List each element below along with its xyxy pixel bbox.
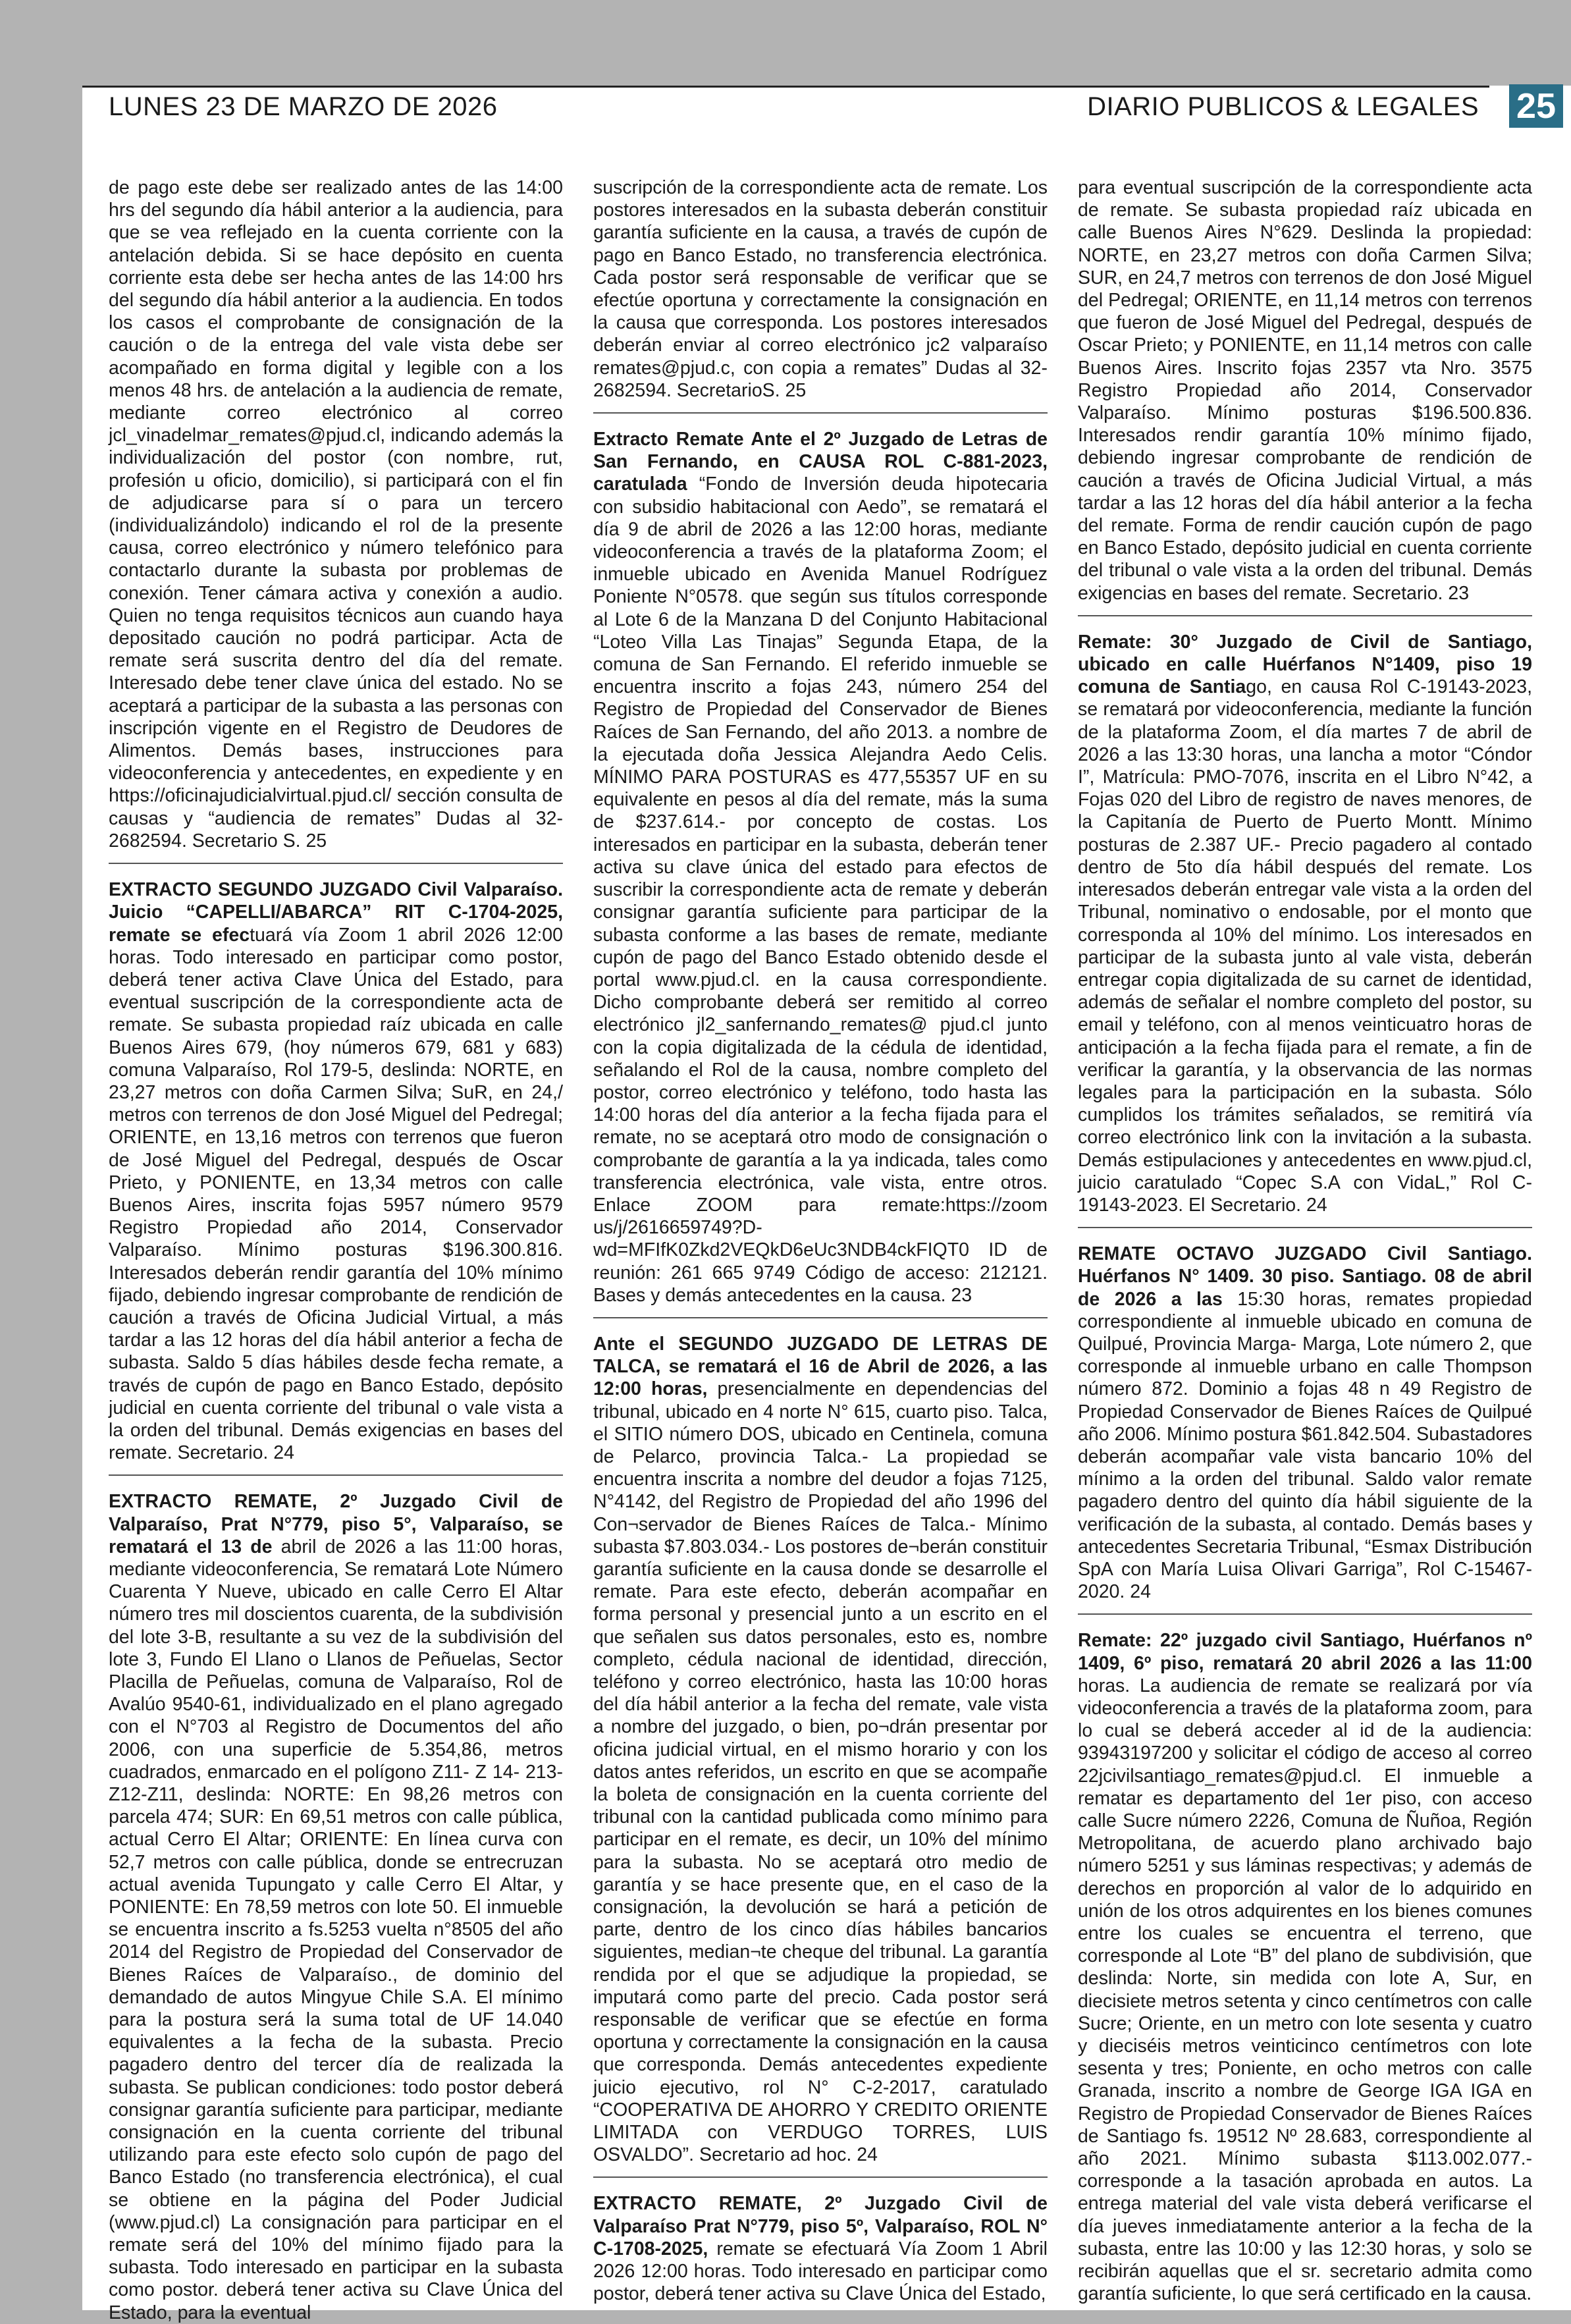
notice-3: EXTRACTO REMATE, 2º Juzgado Civil de Valparaíso, Prat N°779, piso 5°, Valparaíso, se rematará el 13 de abril de 2026 a las 11:00 horas, mediante videoconferencia, Se rematará Lote Número Cuarenta Y Nueve, ubicado en calle Cerro El Altar número tres mil doscientos cuarenta, de la subdivisión del lote 3-B, resultante a su vez de la subdivisión del lote 3, Fundo El Llano o Llanos de Peñuelas, Sector Placilla de Peñuelas, comuna de Valparaíso, Rol de Avalúo 9540-61, individualizado en el plano agregado con el N°703 al Registro de Documentos del año 2006, con una superficie de 5.354,86, metros cuadrados, enmarcado en el polígono Z11- Z 14- 213- Z12-Z11, deslinda: NORTE: En 98,26 metros con parcela 474; SUR: En 69,51 metros con calle pública, actual Cerro El Altar; ORIENTE: En línea curva con 52,7 metros con calle pública, donde se entrecruzan actual avenida Tupungato y calle Cerro El Altar, y PONIENTE: En 78,59 metros con lote 50. El inmueble se encuentra inscrito a fs.5253 vuelta n°8505 del año 2014 del Registro de Propiedad del Conservador de Bienes Raíces de Valparaíso., de dominio del demandado de autos Mingyue Chile S.A. El mínimo para la postura será la suma total de UF 14.040 equivalentes a la fecha de la subasta. Precio pagadero dentro del tercer día de realizada la subasta. Se publican condiciones: todo postor deberá consignar garantía suficiente para participar, mediante consignación en la cuenta corriente del tribunal utilizando para este efecto solo cupón de pago del Banco Estado (no transferencia electrónica), el cual se obtiene en la página del Poder Judicial (www.pjud.cl) La consignación para participar en el remate será del 10% del mínimo fijado para la subasta. Todo interesado en participar en la subasta como postor. deberá tener activa su Clave Única del Estado, para la eventual — [109, 1491, 563, 2323]
column-1 — [109, 176, 564, 2323]
notice-divider — [109, 1474, 563, 1476]
section-title: DIARIO PUBLICOS & LEGALES — [1087, 92, 1479, 121]
notice-1: de pago este debe ser realizado antes de las 14:00 hrs del segundo día hábil anterior a la audiencia, para que se vea reflejado en la cuenta corriente con la antelación debida. Si se hace depósito en cuenta corriente esta debe ser hecha antes de las 14:00 hrs del segundo día hábil anterior a la audiencia. En todos los casos el comprobante de consignación de la caución o de la entrega del vale vista debe ser acompañado en forma digital y legible con a los menos 48 hrs. de antelación a la audiencia de remate, mediante correo electrónico al correo jcl_vinadelmar_remates@pjud.cl, indicando además la individualización del postor (con nombre, rut, profesión u oficio, domicilio), si participará con el fin de adjudicarse para sí o para un tercero (individualizándolo) indicando el rol de la presente causa, correo electrónico y número telefónico para contactarlo durante la subasta por problemas de conexión. Tener cámara activa y conexión a audio. Quien no tenga requisitos técnicos aun cuando haya depositado caución no podrá participar. Acta de remate será suscrita dentro del día del remate. Interesado debe tener clave única del estado. No se aceptará a participar de la subasta a las personas con inscripción vigente en el Registro de Deudores de Alimentos. Demás bases, instrucciones para videoconferencia y antecedentes, en expediente y en https://oficinajudicialvirtual.pjud.cl/ sección consulta de causas y “audiencia de remates” Dudas al 32-2682594. Secretario S. 25 — [109, 177, 563, 851]
column-3 — [1078, 176, 1532, 2304]
notice-8: para eventual suscripción de la correspondiente acta de remate. Se subasta propiedad raíz ubicada en calle Buenos Aires N°629. Deslinda la propiedad: NORTE, en 23,27 metros con doña Carmen Silva; SUR, en 24,7 metros con terrenos de don José Miguel del Pedregal; ORIENTE, en 11,14 metros con terrenos que fueron de José Miguel del Pedregal, después de Oscar Prieto; y PONIENTE, en 11,14 metros con calle Buenos Aires. Inscrito fojas 2357 vta Nro. 3575 Registro Propiedad año 2014, Conservador Valparaíso. Mínimo posturas $196.500.836. Interesados rendir garantía 10% mínimo fijado, debiendo ingresar comprobante de rendición de caución a través de Oficina Judicial Virtual, a más tardar a las 12 horas del día hábil anterior a la fecha del remate. Forma de rendir caución cupón de pago en Banco Estado, depósito judicial en cuenta corriente del tribunal o vale vista a la orden del tribunal. Demás exigencias en bases del remate. Secretario. 23 — [1078, 177, 1532, 604]
notice-divider — [593, 2176, 1048, 2178]
notice-divider — [1078, 1227, 1532, 1228]
notice-5: Extracto Remate Ante el 2º Juzgado de Letras de San Fernando, en CAUSA ROL C-881-2023, caratulada “Fondo de Inversión deuda hipotecaria con subsidio habitacional con Aedo”, se rematará el día 9 de abril de 2026 a las 12:00 horas, mediante videoconferencia a través de la plataforma Zoom; el inmueble ubicado en Avenida Manuel Rodríguez Poniente N°0578. que según sus títulos corresponde al Lote 6 de la Manzana D del Conjunto Habitacional “Loteo Villa Las Tinajas” Segunda Etapa, de la comuna de San Fernando. El referido inmueble se encuentra inscrito a fojas 243, número 254 del Registro de Propiedad del Conservador de Bienes Raíces de San Fernando, del año 2013. a nombre de la ejecutada doña Jessica Alejandra Aedo Celis. MÍNIMO PARA POSTURAS es 477,55357 UF en su equivalente en pesos al día del remate, más la suma de $237.614.- por concepto de costas. Los interesados en participar en la subasta, deberán tener activa su clave única del estado para efectos de suscribir la correspondiente acta de remate y deberán consignar garantía suficiente para participar de la subasta conforme a las bases de remate, mediante cupón de pago del Banco Estado obtenido desde el portal www.pjud.cl. en la causa correspondiente. Dicho comprobante deberá ser remitido al correo electrónico jl2_sanfernando_remates@ pjud.cl junto con la copia digitalizada de la cédula de identidad, señalando el Rol de la causa, nombre completo del postor, correo electrónico y teléfono, todo hasta las 14:00 horas del día anterior a la fecha fijada para el remate, no se aceptará otro modo de consignación o comprobante de garantía a la ya indicada, tales como transferencia electrónica, vale vista, entre otros. Enlace ZOOM para remate:https://zoom us/j/2616659749?D-wd=MFIfK0Zkd2VEQkD6eUc3NDB4ckFIQT0 ID de reunión: 261 665 9749 Código de acceso: 212121. Bases y demás antecedentes en la causa. 23 — [593, 429, 1048, 1306]
notice-6: Ante el SEGUNDO JUZGADO DE LETRAS DE TALCA, se rematará el 16 de Abril de 2026, a las 12:00 horas, presencialmente en dependencias del tribunal, ubicado en 4 norte N° 615, cuarto piso. Talca, el SITIO número DOS, ubicado en Centinela, comuna de Pelarco, provincia Talca.- La propiedad se encuentra inscrita a nombre del deudor a fojas 7125, N°4142, del Registro de Propiedad del año 1996 del Con¬servador de Bienes Raíces de Talca.- Mínimo subasta $7.803.034.- Los postores de¬berán constituir garantía suficiente en la causa donde se desarrolle el remate. Para este efecto, deberán acompañar en forma personal y presencial junto a un escrito en el que señalen sus datos personales, esto es, nombre completo, cédula nacional de identidad, dirección, teléfono y correo electrónico, hasta las 10:00 horas del día hábil anterior a la fecha del remate, vale vista a nombre del juzgado, o bien, po¬drán presentar por oficina judicial virtual, en el mismo horario y con los datos antes referidos, un escrito en que se acompañe la boleta de consignación en la cuenta corriente del tribunal con la cantidad publicada como mínimo para participar en el remate, es decir, un 10% del mínimo para la subasta. No se aceptará otro medio de garantía y se hace presente que, en el caso de la consignación, la devolución se hará a petición de parte, dentro de los cinco días hábiles bancarios siguientes, median¬te cheque del tribunal. La garantía rendida por el que se adjudique la propiedad, se imputará como parte del precio. Cada postor será responsable de verificar que se efectúe en forma oportuna y correctamente la consignación en la causa que corresponda. Demás antecedentes expediente juicio ejecutivo, rol N° C-2-2017, caratulado “COOPERATIVA DE AHORRO Y CREDITO ORIENTE LIMITADA con VERDUGO TORRES, LUIS OSVALDO”. Secretario ad hoc. 24 — [593, 1333, 1048, 2166]
notice-11: Remate: 22º juzgado civil Santiago, Huérfanos nº 1409, 6º piso, rematará 20 abril 2026 a las 11:00 horas. La audiencia de remate se realizará por vía videoconferencia a través de la plataforma zoom, para lo cual se deberá acceder al id de la audiencia: 93943197200 y solicitar el código de acceso al correo 22jcivilsantiago_remates@pjud.cl. El inmueble a rematar es departamento del 1er piso, con acceso calle Sucre número 2226, Comuna de Ñuñoa, Región Metropolitana, de acuerdo plano archivado bajo número 5251 y sus láminas respectivas; y además de derechos en proporción al valor de lo adquirido en unión de los otros adquirentes en los bienes comunes entre los cuales se encuentra el terreno, que corresponde al Lote “B” del plano de subdivisión, que deslinda: Norte, sin medida con lote A, Sur, en diecisiete metros setenta y cinco centímetros con calle Sucre; Oriente, en un metro con lote sesenta y cuatro y dieciséis metros veinticinco centímetros con lote sesenta y tres; Poniente, en ocho metros con calle Granada, inscrito a nombre de George IGA IGA en Registro de Propiedad Conservador de Bienes Raíces de Santiago fs. 19512 Nº 28.683, correspondiente al año 2021. Mínimo subasta $113.002.077.- corresponde a la tasación aprobada en autos. La entrega material del vale vista deberá verificarse el día jueves inmediatamente anterior a la fecha de la subasta, entre las 10:00 y las 12:30 horas, y solo se recibirán aquellas que el sr. secretario admita como garantía suficiente, lo que será certificado en la causa. — [1078, 1630, 1532, 2305]
notice-2: EXTRACTO SEGUNDO JUZGADO Civil Valparaíso. Juicio “CAPELLI/ABARCA” RIT C-1704-2025, remate se efectuará vía Zoom 1 abril 2026 12:00 horas. Todo interesado en participar como postor, deberá tener activa Clave Única del Estado, para eventual suscripción de la correspondiente acta de remate. Se subasta propiedad raíz ubicada en calle Buenos Aires 679, (hoy números 679, 681 y 683) comuna Valparaíso, Rol 179-5, deslinda: NORTE, en 23,27 metros con doña Carmen Silva; SuR, en 24,/ metros con terrenos de don José Miguel del Pedregal; ORIENTE, en 13,16 metros con terrenos que fueron de José Miguel del Pedregal, después de Oscar Prieto, y PONIENTE, en 13,34 metros con calle Buenos Aires, inscrita fojas 5957 número 9579 Registro Propiedad año 2014, Conservador Valparaíso. Mínimo posturas $196.300.816. Interesados deberán rendir garantía del 10% mínimo fijado, debiendo ingresar comprobante de rendición de caución a través de Oficina Judicial Virtual, a más tardar a las 12 horas del día hábil anterior a fecha de subasta. Saldo 5 días hábiles desde fecha remate, a través de cupón de pago en Banco Estado, depósito judicial en cuenta corriente del tribunal o vale vista a la orden del tribunal. Demás exigencias en bases del remate. Secretario. 24 — [109, 879, 564, 1464]
notice-10: REMATE OCTAVO JUZGADO Civil Santiago. Huérfanos N° 1409. 30 piso. Santiago. 08 de abril de 2026 a las 15:30 horas, remates propiedad correspondiente al inmueble ubicado en comuna de Quilpué, Provincia Marga- Marga, Lote número 2, que corresponde al inmueble urbano en calle Thompson número 872. Dominio a fojas 48 n 49 Registro de Propiedad Conservador de Bienes Raíces de Quilpué año 2006. Mínimo postura $61.842.504. Subastadores deberán acompañar vale vista bancario 10% del mínimo a la orden del tribunal. Saldo valor remate pagadero dentro del quinto día hábil siguiente de la verificación de la subasta, al contado. Demás bases y antecedentes Secretaria Tribunal, “Esmax Distribución SpA con María Luisa Olivari Garriga”, Rol C-15467- 2020. 24 — [1078, 1243, 1532, 1603]
notice-divider — [1078, 615, 1532, 616]
notice-4: suscripción de la correspondiente acta de remate. Los postores interesados en la subasta deberán constituir garantía suficiente en la causa, a través de cupón de pago en Banco Estado, no transferencia electrónica. Cada postor será responsable de verificar que se efectúe oportuna y correctamente la consignación en la causa que corresponda. Los postores interesados deberán enviar al correo electrónico jc2 valparaíso remates@pjud.c, con copia a remates” Dudas al 32-2682594. SecretarioS. 25 — [593, 177, 1048, 401]
column-2 — [593, 176, 1048, 2304]
notice-divider — [109, 863, 563, 864]
notice-divider — [593, 412, 1048, 414]
page-number-badge: 25 — [1509, 84, 1563, 128]
notice-divider — [1078, 1613, 1532, 1615]
notice-7: EXTRACTO REMATE, 2º Juzgado Civil de Valparaíso Prat N°779, piso 5º, Valparaíso, ROL N° C-1708-2025, remate se efectuará Vía Zoom 1 Abril 2026 12:00 horas. Todo interesado en participar como postor, deberá tener activa su Clave Única del Estado, — [593, 2193, 1048, 2305]
publication-date: LUNES 23 DE MARZO DE 2026 — [109, 92, 498, 121]
notice-divider — [593, 1317, 1048, 1318]
notice-9: Remate: 30° Juzgado de Civil de Santiago, ubicado en calle Huérfanos N°1409, piso 19 comuna de Santiago, en causa Rol C-19143-2023, se rematará por videoconferencia, mediante la función de la plataforma Zoom, el día martes 7 de abril de 2026 a las 13:30 horas, una lancha a motor “Cóndor I”, Matrícula: PMO-7076, inscrita en el Libro N°42, a Fojas 020 del Libro de registro de naves menores, de la Capitanía de Puerto de Puerto Montt. Mínimo posturas de 2.387 UF.- Precio pagadero al contado dentro de 5to día hábil después del remate. Los interesados deberán entregar vale vista a la orden del Tribunal, nominativo o endosable, por el monto que corresponda al 10% del mínimo. Los interesados en participar de la subasta junto al vale vista, deberán entregar copia digitalizada de su carnet de identidad, además de señalar el nombre completo del postor, su email y teléfono, con al menos veinticuatro horas de anticipación a la fecha fijada para el remate, a fin de verificar la garantía, y la observancia de las normas legales para la participación en la subasta. Sólo cumplidos los trámites señalados, se remitirá vía correo electrónico link con la invitación a la subasta. Demás estipulaciones y antecedentes en www.pjud.cl, juicio caratulado “Copec S.A con VidaL,” Rol C- 19143-2023. El Secretario. 24 — [1078, 631, 1532, 1216]
header-rule — [82, 86, 1489, 88]
